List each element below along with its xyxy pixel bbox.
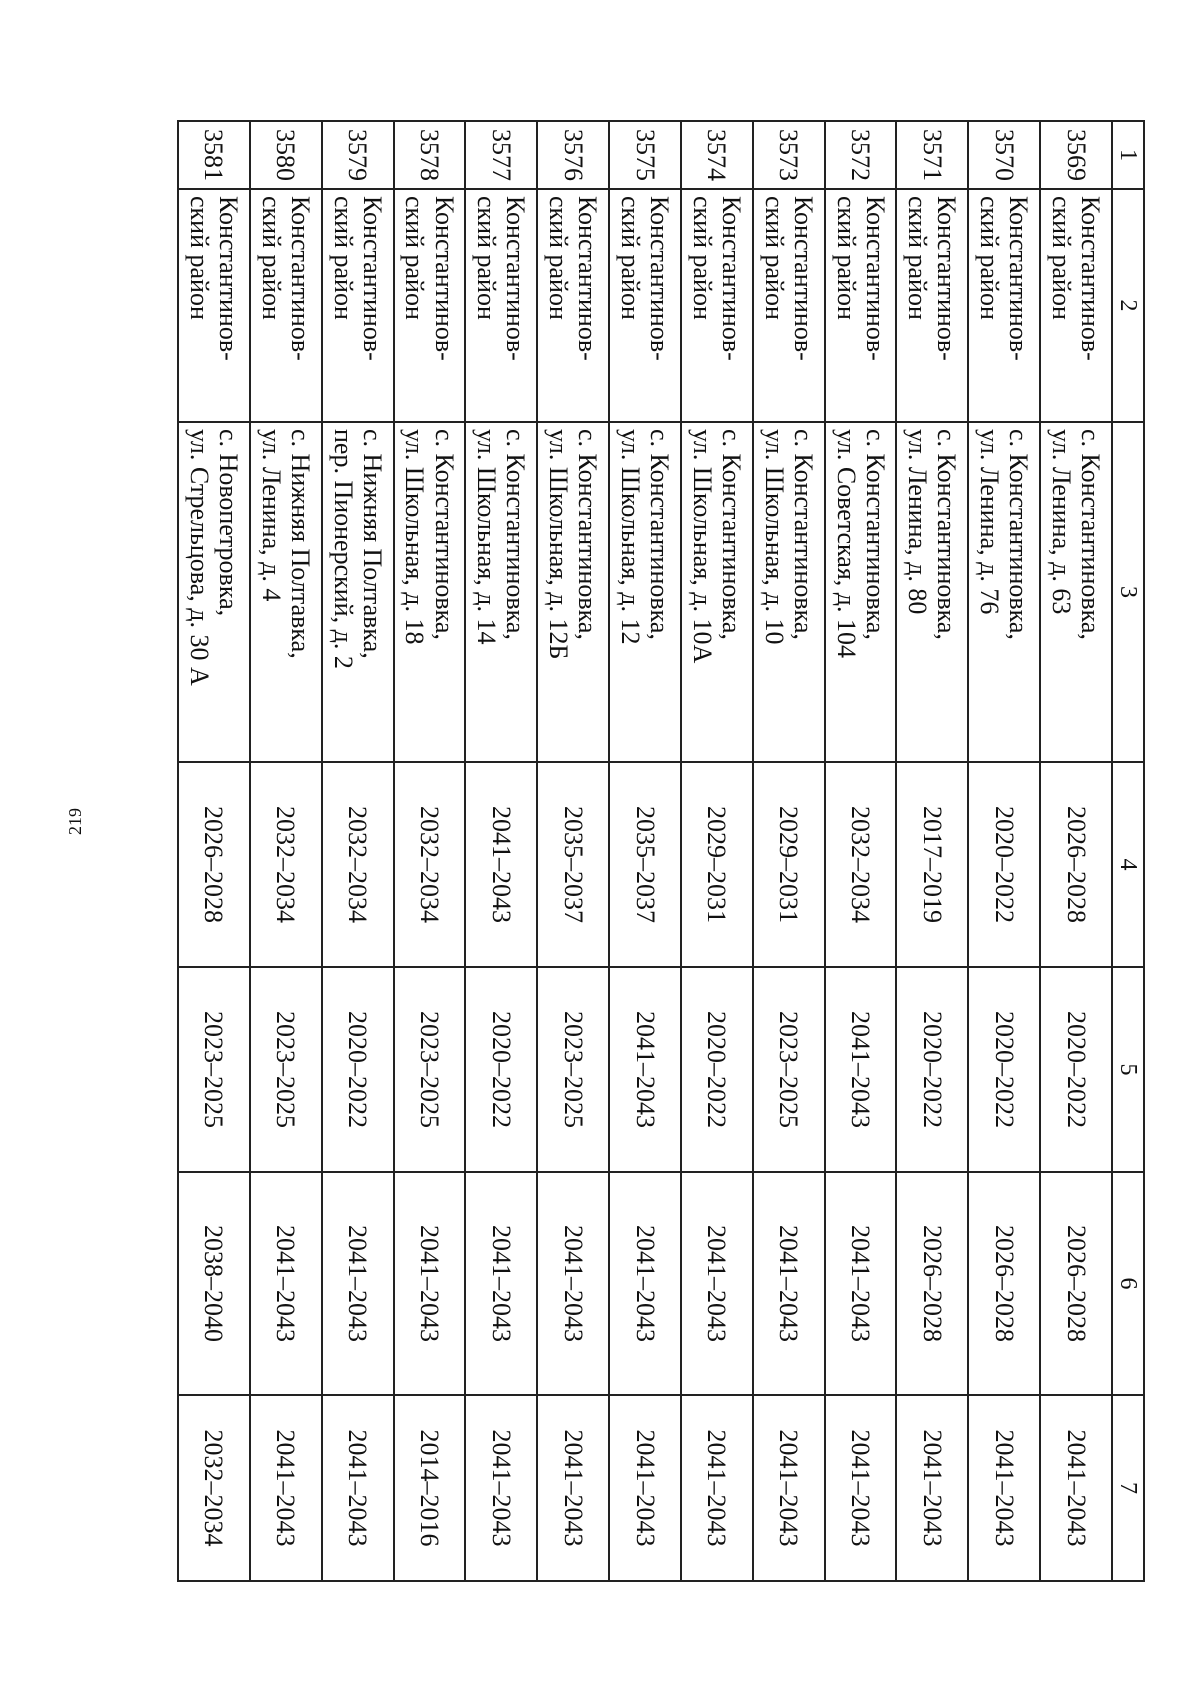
period-cell-col-7: 2014–2016 xyxy=(394,1395,466,1581)
column-header-5: 5 xyxy=(1112,967,1144,1172)
district-line: Константинов- xyxy=(285,196,315,361)
address-line: с. Константиновка, xyxy=(501,429,531,640)
header-row xyxy=(1112,121,1144,1581)
address-line: ул. Стрельцова, д. 30 А xyxy=(184,429,214,686)
period-cell-col-4: 2017–2019 xyxy=(896,762,968,967)
address-line: с. Константиновка, xyxy=(860,429,890,640)
column-header-2: 2 xyxy=(1112,189,1144,422)
district-line: ский район xyxy=(544,196,574,320)
period-cell-col-4: 2041–2043 xyxy=(465,762,537,967)
row-number-cell: 3581 xyxy=(178,121,250,189)
row-number-cell: 3569 xyxy=(1040,121,1112,189)
period-cell-col-5: 2023–2025 xyxy=(394,967,466,1172)
row-number-cell: 3575 xyxy=(609,121,681,189)
district-cell xyxy=(896,189,968,422)
address-cell xyxy=(322,422,394,762)
period-cell-col-6: 2041–2043 xyxy=(537,1172,609,1395)
period-cell-col-6: 2041–2043 xyxy=(753,1172,825,1395)
row-number-cell: 3579 xyxy=(322,121,394,189)
table-row xyxy=(896,121,968,1581)
district-line: ский район xyxy=(256,196,286,320)
address-line: ул. Ленина, д. 80 xyxy=(903,429,933,615)
district-cell xyxy=(681,189,753,422)
address-line: с. Константиновка, xyxy=(788,429,818,640)
period-cell-col-5: 2023–2025 xyxy=(250,967,322,1172)
address-line: ул. Школьная, д. 18 xyxy=(400,429,430,645)
period-cell-col-5: 2020–2022 xyxy=(968,967,1040,1172)
table-row xyxy=(753,121,825,1581)
address-cell xyxy=(681,422,753,762)
district-cell xyxy=(322,189,394,422)
district-line: ский район xyxy=(472,196,502,320)
district-line: Константинов- xyxy=(573,196,603,361)
district-cell xyxy=(753,189,825,422)
district-cell xyxy=(537,189,609,422)
period-cell-col-5: 2020–2022 xyxy=(896,967,968,1172)
column-header-1: 1 xyxy=(1112,121,1144,189)
address-line: ул. Советская, д. 104 xyxy=(831,429,861,659)
period-cell-col-5: 2020–2022 xyxy=(465,967,537,1172)
period-cell-col-6: 2026–2028 xyxy=(1040,1172,1112,1395)
address-line: с. Константиновка, xyxy=(716,429,746,640)
district-line: Константинов- xyxy=(501,196,531,361)
period-cell-col-5: 2020–2022 xyxy=(1040,967,1112,1172)
period-cell-col-4: 2032–2034 xyxy=(825,762,897,967)
period-cell-col-6: 2038–2040 xyxy=(178,1172,250,1395)
period-cell-col-7: 2041–2043 xyxy=(537,1395,609,1581)
address-line: ул. Ленина, д. 4 xyxy=(256,429,286,602)
period-cell-col-7: 2041–2043 xyxy=(322,1395,394,1581)
period-cell-col-5: 2023–2025 xyxy=(753,967,825,1172)
table-row xyxy=(537,121,609,1581)
period-cell-col-7: 2041–2043 xyxy=(681,1395,753,1581)
period-cell-col-5: 2023–2025 xyxy=(178,967,250,1172)
period-cell-col-6: 2026–2028 xyxy=(968,1172,1040,1395)
district-cell xyxy=(825,189,897,422)
district-line: Константинов- xyxy=(716,196,746,361)
period-cell-col-7: 2041–2043 xyxy=(825,1395,897,1581)
district-line: Константинов- xyxy=(429,196,459,361)
row-number-cell: 3580 xyxy=(250,121,322,189)
table-row xyxy=(1040,121,1112,1581)
period-cell-col-6: 2041–2043 xyxy=(250,1172,322,1395)
address-line: с. Константиновка, xyxy=(573,429,603,640)
address-cell xyxy=(753,422,825,762)
address-cell xyxy=(609,422,681,762)
period-cell-col-4: 2029–2031 xyxy=(681,762,753,967)
address-line: с. Константиновка, xyxy=(429,429,459,640)
district-cell xyxy=(178,189,250,422)
period-cell-col-4: 2032–2034 xyxy=(394,762,466,967)
address-cell xyxy=(178,422,250,762)
address-cell xyxy=(465,422,537,762)
address-cell xyxy=(968,422,1040,762)
period-cell-col-5: 2041–2043 xyxy=(825,967,897,1172)
address-line: ул. Ленина, д. 76 xyxy=(975,429,1005,615)
address-line: ул. Школьная, д. 12 xyxy=(616,429,646,645)
period-cell-col-4: 2020–2022 xyxy=(968,762,1040,967)
district-cell xyxy=(609,189,681,422)
period-cell-col-5: 2020–2022 xyxy=(681,967,753,1172)
address-line: с. Константиновка, xyxy=(1004,429,1034,640)
address-line: с. Нижняя Полтавка, xyxy=(285,429,315,659)
period-cell-col-6: 2041–2043 xyxy=(825,1172,897,1395)
district-line: Константинов- xyxy=(788,196,818,361)
period-cell-col-4: 2026–2028 xyxy=(178,762,250,967)
address-cell xyxy=(250,422,322,762)
period-cell-col-6: 2026–2028 xyxy=(896,1172,968,1395)
column-header-4: 4 xyxy=(1112,762,1144,967)
period-cell-col-5: 2020–2022 xyxy=(322,967,394,1172)
period-cell-col-4: 2035–2037 xyxy=(609,762,681,967)
period-cell-col-6: 2041–2043 xyxy=(465,1172,537,1395)
table-row xyxy=(609,121,681,1581)
district-cell xyxy=(968,189,1040,422)
district-line: Константинов- xyxy=(1076,196,1106,361)
district-cell xyxy=(465,189,537,422)
district-line: ский район xyxy=(903,196,933,320)
data-table xyxy=(177,120,1145,1582)
row-number-cell: 3573 xyxy=(753,121,825,189)
table-header xyxy=(1112,121,1144,1581)
district-line: ский район xyxy=(400,196,430,320)
column-header-3: 3 xyxy=(1112,422,1144,762)
period-cell-col-4: 2035–2037 xyxy=(537,762,609,967)
address-cell xyxy=(394,422,466,762)
district-line: Константинов- xyxy=(860,196,890,361)
period-cell-col-7: 2041–2043 xyxy=(609,1395,681,1581)
address-line: ул. Школьная, д. 14 xyxy=(472,429,502,645)
address-cell xyxy=(537,422,609,762)
period-cell-col-7: 2032–2034 xyxy=(178,1395,250,1581)
period-cell-col-5: 2023–2025 xyxy=(537,967,609,1172)
period-cell-col-7: 2041–2043 xyxy=(753,1395,825,1581)
address-line: с. Константиновка, xyxy=(1076,429,1106,640)
address-line: с. Константиновка, xyxy=(645,429,675,640)
address-line: ул. Школьная, д. 10А xyxy=(687,429,717,664)
period-cell-col-7: 2041–2043 xyxy=(465,1395,537,1581)
district-line: Константинов- xyxy=(214,196,244,361)
district-line: Константинов- xyxy=(357,196,387,361)
period-cell-col-7: 2041–2043 xyxy=(250,1395,322,1581)
period-cell-col-7: 2041–2043 xyxy=(896,1395,968,1581)
period-cell-col-4: 2029–2031 xyxy=(753,762,825,967)
row-number-cell: 3578 xyxy=(394,121,466,189)
table-row xyxy=(968,121,1040,1581)
table-row xyxy=(394,121,466,1581)
row-number-cell: 3572 xyxy=(825,121,897,189)
row-number-cell: 3576 xyxy=(537,121,609,189)
period-cell-col-6: 2041–2043 xyxy=(322,1172,394,1395)
address-line: ул. Ленина, д. 63 xyxy=(1047,429,1077,615)
period-cell-col-4: 2032–2034 xyxy=(322,762,394,967)
rotated-table-container xyxy=(177,120,1145,1580)
district-cell xyxy=(1040,189,1112,422)
address-cell xyxy=(825,422,897,762)
row-number-cell: 3571 xyxy=(896,121,968,189)
period-cell-col-7: 2041–2043 xyxy=(1040,1395,1112,1581)
address-cell xyxy=(896,422,968,762)
address-line: ул. Школьная, д. 12Б xyxy=(544,429,574,660)
address-line: ул. Школьная, д. 10 xyxy=(759,429,789,645)
district-line: ский район xyxy=(831,196,861,320)
address-line: пер. Пионерский, д. 2 xyxy=(328,429,358,669)
district-line: Константинов- xyxy=(1004,196,1034,361)
period-cell-col-7: 2041–2043 xyxy=(968,1395,1040,1581)
table-row xyxy=(322,121,394,1581)
district-line: ский район xyxy=(616,196,646,320)
column-header-6: 6 xyxy=(1112,1172,1144,1395)
address-cell xyxy=(1040,422,1112,762)
district-line: ский район xyxy=(759,196,789,320)
row-number-cell: 3570 xyxy=(968,121,1040,189)
district-cell xyxy=(250,189,322,422)
row-number-cell: 3574 xyxy=(681,121,753,189)
district-line: ский район xyxy=(184,196,214,320)
address-line: с. Нижняя Полтавка, xyxy=(357,429,387,659)
table-row xyxy=(465,121,537,1581)
district-line: ский район xyxy=(975,196,1005,320)
period-cell-col-6: 2041–2043 xyxy=(394,1172,466,1395)
district-line: Константинов- xyxy=(645,196,675,361)
address-line: с. Константиновка, xyxy=(932,429,962,640)
district-line: ский район xyxy=(1047,196,1077,320)
district-line: ский район xyxy=(328,196,358,320)
period-cell-col-4: 2032–2034 xyxy=(250,762,322,967)
period-cell-col-6: 2041–2043 xyxy=(681,1172,753,1395)
table-row xyxy=(250,121,322,1581)
table-row xyxy=(681,121,753,1581)
district-line: ский район xyxy=(687,196,717,320)
table-body xyxy=(178,121,1112,1581)
row-number-cell: 3577 xyxy=(465,121,537,189)
district-line: Константинов- xyxy=(932,196,962,361)
table-row xyxy=(825,121,897,1581)
page-number: 219 xyxy=(65,808,85,835)
district-cell xyxy=(394,189,466,422)
period-cell-col-4: 2026–2028 xyxy=(1040,762,1112,967)
period-cell-col-6: 2041–2043 xyxy=(609,1172,681,1395)
period-cell-col-5: 2041–2043 xyxy=(609,967,681,1172)
address-line: с. Новопетровка, xyxy=(214,429,244,617)
column-header-7: 7 xyxy=(1112,1395,1144,1581)
table-row xyxy=(178,121,250,1581)
